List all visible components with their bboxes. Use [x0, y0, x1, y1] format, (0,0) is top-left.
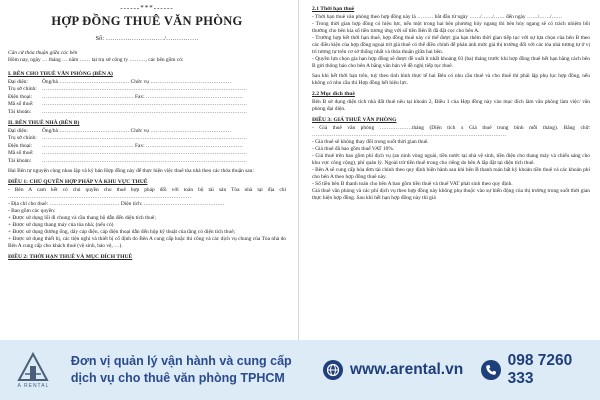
party-a-label: Tài khoản: — [8, 108, 32, 115]
party-a-row — [8, 109, 286, 116]
banner-slogan — [71, 353, 305, 387]
article-1-paragraph: + Được sử dụng lối đi chung và cầu thang bộ dẫn đến diện tích thuê; — [8, 215, 156, 222]
article-1-heading: ĐIỀU 1: CHỦ QUYỀN HỢP PHÁP VÀ KHU VỰC THUÊ — [8, 179, 148, 186]
party-b-row — [8, 150, 286, 157]
party-a-value: …………………………………………………………………………………………………… — [42, 86, 247, 93]
website-text: www.arental.vn — [350, 361, 464, 378]
party-b-label: Điện thoại: — [8, 142, 33, 149]
party-b-value: …………………………………………………………………………………………………… — [42, 150, 247, 157]
party-a-value: Ông/bà ………………………………… Chức vụ ……………………………………… — [42, 79, 232, 85]
phone-link[interactable] — [481, 352, 600, 388]
article-2-heading: ĐIỀU 2: THỜI HẠN THUÊ VÀ MỤC ĐÍCH THUÊ — [8, 254, 133, 261]
party-b-row — [8, 128, 286, 135]
party-b-value: …………………………………………………………………………………………………… — [42, 157, 247, 164]
party-a-label: Mã số thuế: — [8, 101, 34, 108]
party-a-heading: I. BÊN CHO THUÊ VĂN PHÒNG (BÊN A) — [8, 71, 113, 77]
party-a-value: …………………………………………… Fax: ……………………………………………… — [42, 93, 243, 100]
slogan-line-2: dịch vụ cho thuê văn phòng TPHCM — [70, 371, 285, 385]
document-title: HỢP ĐỒNG THUÊ VĂN PHÒNG — [51, 14, 243, 28]
article-1-paragraph: + Được sử dụng thiết bị, các tiện nghi và thiết bị cố định do Bên A cung cấp hoặc thi công và các dịch vụ chung của Tòa nhà do Bên A cung cấp cho khách thuê (vệ sinh, bảo vệ, …). — [8, 236, 286, 250]
party-a-row — [8, 101, 286, 108]
party-a-label: Trụ sở chính: — [8, 86, 37, 93]
arental-logo — [12, 345, 55, 395]
slogan-line-1: Đơn vị quản lý vận hành và cung cấp — [70, 354, 292, 368]
section-2-1-paragraph: - Trường hợp hết thời hạn thuê, hợp đồng thuê này có thể được gia hạn thêm thời gian tiếp tục với sự lựa chọn của bên B theo các điều kiện của hợp đồng ngoại trừ giá thuê có thể điều chỉnh để phản ánh mức giá thị trường đối với các tòa nhà tương tự ở vị trí tương tự trên cơ sở thống nhất và thỏa thuận giữa hai bên. — [312, 35, 590, 55]
phone-icon — [481, 360, 500, 380]
article-3-heading: ĐIỀU 3: GIÁ THUÊ VĂN PHÒNG — [312, 117, 397, 123]
basis-text: Căn cứ thỏa thuận giữa các bên — [8, 50, 78, 56]
party-b-label: Tài khoản: — [8, 157, 32, 164]
party-b-heading: II. BÊN THUÊ NHÀ (BÊN B) — [8, 120, 80, 127]
contract-number: Số: ………………………/…………… — [95, 35, 199, 42]
party-a-label: Đại diện: — [8, 79, 28, 85]
logo-building-icon — [17, 352, 49, 382]
article-3-paragraph: - Bên A sẽ cung cấp hóa đơn tài chính theo quy định hiện hành sau khi bên B thanh toán bất kỳ khoản tiền thuê và các khoản phí cho bên A theo hợp đồng thuê này. — [312, 167, 590, 180]
section-2-2-heading: 2.2 Mục đích thuê — [312, 91, 355, 97]
party-a-value: …………………………………………………………………………………………………… — [42, 101, 247, 108]
party-b-label: Đại diện: — [8, 128, 28, 135]
party-b-value: …………………………………………………………………………………………………… — [42, 135, 247, 142]
section-2-1-paragraph: - Thời hạn thuê văn phòng theo hợp đồng này là ……… bắt đầu từ ngày ……/……/…… đến ngày ……/……/…… — [312, 14, 563, 20]
right-document-page — [304, 0, 598, 340]
globe-icon — [323, 360, 343, 380]
article-1-paragraph: - Địa chỉ cho thuê: ………………………………… Diện tích: ……………………………………… — [8, 201, 225, 208]
article-1-paragraph: + Được sử dụng thang máy của tòa nhà; (nếu có) — [8, 222, 114, 229]
article-3-paragraph: Giá thuê văn phòng và các phí dịch vụ theo hợp đồng này không phụ thuộc vào sự biến động của thị trường trong suốt thời gian thực hiện hợp đồng. Sau khi hết hạn hợp đồng này thì giá — [312, 188, 590, 201]
party-a-row — [8, 86, 286, 93]
article-1-paragraph: - Bao gồm các quyền: — [8, 208, 56, 215]
agreement-text: Hai Bên tự nguyện cùng nhau lập và ký bản Hợp đồng này để thực hiện việc thuê tòa nhà theo các thỏa thuận sau: — [8, 168, 254, 175]
party-b-label: Trụ sở chính: — [8, 135, 37, 142]
left-document-page — [0, 0, 294, 340]
phone-text: 098 7260 333 — [507, 352, 573, 387]
party-a-row — [8, 94, 286, 101]
section-2-2-paragraph: Bên B sử dụng diện tích nhà đất thuê nêu tại khoản 2, Điều 1 của Hợp đồng này vào mục đích làm văn phòng làm việc/ văn phòng đại diện. — [312, 99, 590, 112]
section-2-1-paragraph: - Trong thời gian hợp đồng có hiệu lực, nếu một trong hai bên phương hủy ngang thì bên hủy ngang sẽ có trách nhiệm bồi thường cho bên kia số tiền tương ứng với số tiền Bên B đã đặt cọc cho bên A. — [312, 21, 590, 34]
party-b-row — [8, 143, 286, 150]
logo-text: A RENTAL — [17, 382, 50, 389]
party-a-row — [8, 79, 286, 86]
article-3-paragraph: - Giá thuê đã bao gồm thuế VAT 10%. — [312, 146, 395, 152]
party-a-label: Điện thoại: — [8, 93, 33, 100]
party-b-value: Ông/bà ………………………………… Chức vụ ……………………………………… — [42, 128, 232, 135]
party-a-value: …………………………………………………………………………………………………… — [42, 108, 247, 115]
article-1-paragraph: - Bên A cam kết có chủ quyền cho thuê hợp pháp đối với toàn bộ tài sản Tòa nhà tại địa chỉ ………………………………………………………………………………………… — [8, 187, 286, 201]
party-b-value: …………………………………………… Fax: ……………………………………………… — [42, 142, 243, 149]
article-1-paragraph: + Được sử dụng đường ống, dây cáp điện, cáp điện thoại dẫn đến hộp kỹ thuật của tầng có diện tích thuê; — [8, 229, 236, 236]
top-ornament: ------***------ — [120, 4, 174, 12]
party-b-label: Mã số thuế: — [8, 150, 34, 157]
website-link[interactable] — [323, 360, 463, 380]
article-3-paragraph: - Số tiền bên B thanh toán cho bên A bao gồm tiền thuê và thuế VAT phát sinh theo quy định. — [312, 181, 513, 187]
section-2-1-heading: 2.1 Thời hạn thuê — [312, 6, 355, 12]
article-3-paragraph: - Giá thuê sẽ không thay đổi trong suốt thời gian thuê. — [312, 139, 429, 145]
article-3-paragraph: - Giá thuê văn phòng ………………tháng (Diện tích x Giá thuê trung bình mỗi tháng). Bằng chữ: ……………………………………………………………………………………………… — [312, 125, 590, 138]
promo-banner — [0, 340, 600, 400]
section-2-1-paragraph: Sau khi hết thời hạn trên, tuỳ theo tình hình thực tế hai Bên có nhu cầu thuê và cho thuê thì phải lập phụ lục hợp đồng, nếu không có nhu cầu thì Hợp đồng hết hiệu lực. — [312, 73, 590, 86]
party-b-row — [8, 135, 286, 142]
section-2-1-paragraph: - Quyền lựa chọn gia hạn hợp đồng sẽ được đề xuất ít nhất khoảng 03 (ba) tháng trước khi hợp đồng thuê hết hạn bằng cách bên B gửi thông báo cho bên A bằng văn bản về đề nghị tiếp tục thuê. — [312, 56, 590, 69]
party-b-row — [8, 158, 286, 165]
article-3-paragraph: - Giá thuê trên bao gồm phí dịch vụ (an ninh vòng ngoài, tiền nước tại nhà vệ sinh, tiền điện cho thang máy và chiếu sáng cho khu vực công cộng), phí quản lý. Ngoài trừ tiền thuê trong cho riêng do bên A lắp đặt tại diện tích thuê. — [312, 153, 590, 166]
intro-text: Hôm nay, ngày … tháng … năm …… tại trụ sở công ty ………, các bên gồm có: — [8, 57, 184, 63]
page-divider — [298, 0, 299, 340]
